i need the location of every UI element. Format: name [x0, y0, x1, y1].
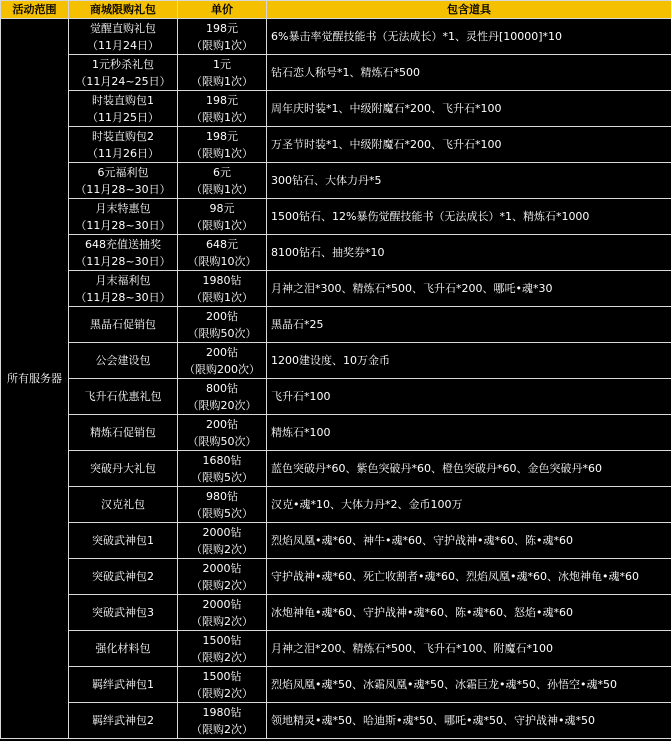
- pack-name: 黑晶石促销包: [90, 318, 156, 331]
- price-value: 1元: [213, 57, 231, 71]
- pack-date: （11月24日）: [87, 38, 159, 52]
- pack-date: （11月28~30日）: [75, 290, 171, 304]
- price-value: 980钻: [206, 489, 238, 503]
- table-row: [1, 559, 671, 595]
- pack-price-cell: [178, 19, 267, 55]
- purchase-limit: （限购1次）: [191, 74, 253, 88]
- purchase-limit: （限购2次）: [191, 650, 253, 664]
- price-value: 1500钻: [202, 669, 242, 683]
- table-row: [1, 415, 671, 451]
- pack-name-cell: [69, 235, 178, 271]
- pack-name-cell: [69, 379, 178, 415]
- pack-price-cell: [178, 523, 267, 559]
- pack-items-cell: 1500钻石、12%暴伤觉醒技能书（无法成长）*1、精炼石*1000: [267, 199, 671, 235]
- pack-name: 精炼石促销包: [90, 426, 156, 439]
- pack-name-cell: [69, 595, 178, 631]
- pack-price-cell: [178, 703, 267, 739]
- price-value: 198元: [206, 129, 238, 143]
- pack-name: 时装直购包1: [92, 93, 154, 107]
- price-value: 200钻: [206, 345, 238, 359]
- purchase-limit: （限购2次）: [191, 614, 253, 628]
- pack-items-cell: 1200建设度、10万金币: [267, 343, 671, 379]
- pack-name: 突破武神包3: [92, 606, 154, 619]
- pack-price-cell: [178, 631, 267, 667]
- pack-items-cell: 冰炮神龟•魂*60、守护战神•魂*60、陈•魂*60、怒焰•魂*60: [267, 595, 671, 631]
- pack-price-cell: [178, 307, 267, 343]
- header-pack: 商城限购礼包: [69, 1, 178, 19]
- purchase-limit: （限购50次）: [187, 326, 257, 340]
- pack-name-cell: [69, 631, 178, 667]
- purchase-limit: （限购2次）: [191, 722, 253, 736]
- pack-name-cell: [69, 559, 178, 595]
- price-value: 200钻: [206, 309, 238, 323]
- pack-name-cell: [69, 487, 178, 523]
- pack-price-cell: [178, 415, 267, 451]
- pack-items-cell: 月神之泪*200、精炼石*500、飞升石*100、附魔石*100: [267, 631, 671, 667]
- table-row: [1, 127, 671, 163]
- pack-items-cell: 300钻石、大体力丹*5: [267, 163, 671, 199]
- table-header-row: [1, 1, 671, 19]
- pack-price-cell: [178, 343, 267, 379]
- purchase-limit: （限购20次）: [187, 398, 257, 412]
- pack-name: 月末福利包: [95, 273, 151, 287]
- pack-price-cell: [178, 595, 267, 631]
- price-value: 1680钻: [202, 453, 242, 467]
- price-value: 98元: [209, 201, 235, 215]
- pack-items-cell: 精炼石*100: [267, 415, 671, 451]
- pack-name-cell: [69, 703, 178, 739]
- price-value: 1980钻: [202, 273, 242, 287]
- pack-date: （11月24~25日）: [75, 74, 171, 88]
- purchase-limit: （限购2次）: [191, 578, 253, 592]
- pack-price-cell: [178, 235, 267, 271]
- pack-name-cell: [69, 667, 178, 703]
- table-row: [1, 595, 671, 631]
- pack-name: 突破武神包2: [92, 570, 154, 583]
- table-row: [1, 379, 671, 415]
- purchase-limit: （限购1次）: [191, 218, 253, 232]
- table-row: [1, 667, 671, 703]
- table-body: [1, 19, 671, 739]
- pack-price-cell: [178, 487, 267, 523]
- purchase-limit: （限购2次）: [191, 542, 253, 556]
- server-range-cell: 所有服务器: [1, 19, 69, 739]
- pack-name-cell: [69, 19, 178, 55]
- price-value: 2000钻: [202, 561, 242, 575]
- table-row: [1, 163, 671, 199]
- pack-items-cell: 领地精灵•魂*50、哈迪斯•魂*50、哪吒•魂*50、守护战神•魂*50: [267, 703, 671, 739]
- pack-name: 觉醒直购礼包: [90, 21, 156, 35]
- table-row: [1, 523, 671, 559]
- pack-price-cell: [178, 379, 267, 415]
- table-row: [1, 487, 671, 523]
- pack-name-cell: [69, 307, 178, 343]
- pack-price-cell: [178, 667, 267, 703]
- pack-name: 突破武神包1: [92, 534, 154, 547]
- header-items: 包含道具: [267, 1, 671, 19]
- purchase-limit: （限购50次）: [187, 434, 257, 448]
- table-row: [1, 343, 671, 379]
- purchase-limit: （限购10次）: [187, 254, 257, 268]
- table-row: [1, 271, 671, 307]
- table-row: [1, 91, 671, 127]
- pack-name-cell: [69, 271, 178, 307]
- pack-items-cell: 万圣节时装*1、中级附魔石*200、飞升石*100: [267, 127, 671, 163]
- price-value: 198元: [206, 93, 238, 107]
- table-row: [1, 55, 671, 91]
- purchase-limit: （限购2次）: [191, 686, 253, 700]
- price-value: 198元: [206, 21, 238, 35]
- price-value: 800钻: [206, 381, 238, 395]
- pack-name-cell: [69, 199, 178, 235]
- price-value: 1500钻: [202, 633, 242, 647]
- purchase-limit: （限购5次）: [191, 506, 253, 520]
- price-value: 648元: [206, 237, 238, 251]
- table-row: [1, 235, 671, 271]
- header-price: 单价: [178, 1, 267, 19]
- pack-price-cell: [178, 91, 267, 127]
- pack-price-cell: [178, 559, 267, 595]
- pack-items-cell: 守护战神•魂*60、死亡收割者•魂*60、烈焰凤凰•魂*60、冰炮神龟•魂*60: [267, 559, 671, 595]
- pack-date: （11月28~30日）: [75, 182, 171, 196]
- pack-name-cell: [69, 163, 178, 199]
- pack-items-cell: 烈焰凤凰•魂*50、冰霜凤凰•魂*50、冰霜巨龙•魂*50、孙悟空•魂*50: [267, 667, 671, 703]
- table-row: [1, 307, 671, 343]
- pack-date: （11月28~30日）: [75, 254, 171, 268]
- purchase-limit: （限购1次）: [191, 38, 253, 52]
- pack-name: 突破丹大礼包: [90, 462, 156, 475]
- pack-name: 月末特惠包: [95, 201, 151, 215]
- pack-name-cell: [69, 451, 178, 487]
- pack-items-cell: 汉克•魂*10、大体力丹*2、金币100万: [267, 487, 671, 523]
- price-value: 2000钻: [202, 597, 242, 611]
- table-row: [1, 451, 671, 487]
- pack-items-cell: 飞升石*100: [267, 379, 671, 415]
- pack-items-cell: 月神之泪*300、精炼石*500、飞升石*200、哪吒•魂*30: [267, 271, 671, 307]
- pack-name-cell: [69, 127, 178, 163]
- pack-name: 强化材料包: [95, 642, 151, 655]
- pack-items-cell: 钻石恋人称号*1、精炼石*500: [267, 55, 671, 91]
- pack-name-cell: [69, 343, 178, 379]
- table-row: [1, 19, 671, 55]
- pack-name: 汉克礼包: [101, 498, 145, 511]
- pack-name: 公会建设包: [95, 354, 151, 367]
- pack-date: （11月25日）: [87, 110, 159, 124]
- pack-price-cell: [178, 451, 267, 487]
- price-value: 6元: [213, 165, 231, 179]
- pack-date: （11月28~30日）: [75, 218, 171, 232]
- purchase-limit: （限购200次）: [184, 362, 260, 376]
- pack-name: 648充值送抽奖: [85, 237, 161, 251]
- pack-name: 飞升石优惠礼包: [84, 390, 162, 403]
- header-range: 活动范围: [1, 1, 69, 19]
- pack-name: 羁绊武神包1: [92, 678, 154, 691]
- pack-items-cell: 6%暴击率觉醒技能书（无法成长）*1、灵性丹[10000]*10: [267, 19, 671, 55]
- purchase-limit: （限购1次）: [191, 182, 253, 196]
- pack-price-cell: [178, 55, 267, 91]
- pack-name: 6元福利包: [97, 165, 149, 179]
- pack-items-cell: 周年庆时装*1、中级附魔石*200、飞升石*100: [267, 91, 671, 127]
- purchase-limit: （限购5次）: [191, 470, 253, 484]
- price-value: 1980钻: [202, 705, 242, 719]
- pack-price-cell: [178, 199, 267, 235]
- pack-items-cell: 蓝色突破丹*60、紫色突破丹*60、橙色突破丹*60、金色突破丹*60: [267, 451, 671, 487]
- pack-name-cell: [69, 91, 178, 127]
- pack-price-cell: [178, 163, 267, 199]
- table-row: [1, 199, 671, 235]
- pack-price-cell: [178, 127, 267, 163]
- purchase-limit: （限购1次）: [191, 110, 253, 124]
- purchase-limit: （限购1次）: [191, 290, 253, 304]
- table-row: [1, 703, 671, 739]
- pack-name-cell: [69, 55, 178, 91]
- pack-name: 时装直购包2: [92, 129, 154, 143]
- pack-items-cell: 烈焰凤凰•魂*60、神牛•魂*60、守护战神•魂*60、陈•魂*60: [267, 523, 671, 559]
- pack-price-cell: [178, 271, 267, 307]
- table-row: [1, 631, 671, 667]
- pack-items-cell: 8100钻石、抽奖券*10: [267, 235, 671, 271]
- pack-name-cell: [69, 523, 178, 559]
- pack-name-cell: [69, 415, 178, 451]
- purchase-limit: （限购1次）: [191, 146, 253, 160]
- pack-items-cell: 黑晶石*25: [267, 307, 671, 343]
- price-value: 2000钻: [202, 525, 242, 539]
- pack-name: 1元秒杀礼包: [92, 57, 154, 71]
- pack-name: 羁绊武神包2: [92, 714, 154, 727]
- price-value: 200钻: [206, 417, 238, 431]
- pack-date: （11月26日）: [87, 146, 159, 160]
